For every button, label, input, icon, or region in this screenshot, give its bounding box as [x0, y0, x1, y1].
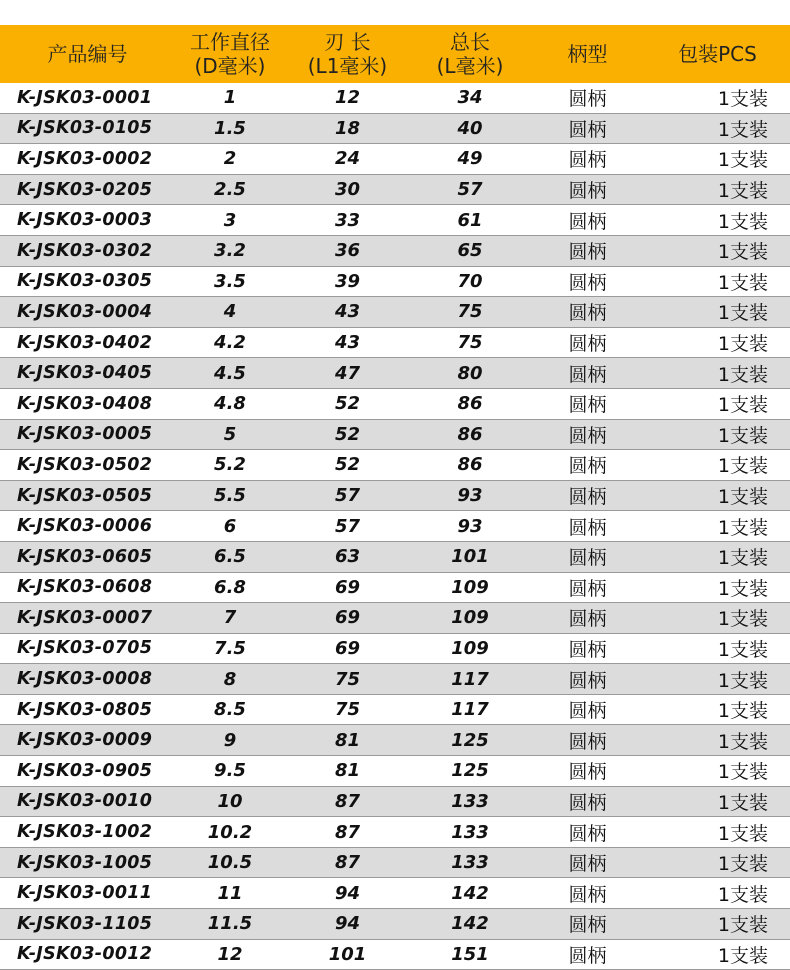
packaging-cell: 1支装	[717, 577, 768, 600]
flute-length-cell: 69	[334, 607, 361, 629]
table-row	[0, 756, 790, 787]
header-shank-type: 柄型	[567, 42, 608, 66]
header-flute-length: 刃 长 (L1毫米)	[307, 30, 388, 78]
packaging-cell: 1支装	[717, 271, 768, 294]
overall-length-cell: 57	[457, 179, 483, 201]
diameter-cell: 4.2	[214, 332, 246, 354]
shank-type-cell: 圆柄	[568, 761, 607, 784]
table-row	[0, 573, 790, 604]
product-code-cell: K-JSK03-0010	[17, 791, 153, 812]
shank-type-cell: 圆柄	[568, 944, 607, 967]
shank-type-cell: 圆柄	[568, 302, 607, 325]
flute-length-cell: 30	[334, 179, 361, 201]
table-row	[0, 328, 790, 359]
shank-type-cell: 圆柄	[568, 822, 607, 845]
diameter-cell: 11	[217, 882, 243, 904]
flute-length-cell: 18	[334, 117, 361, 139]
product-code-cell: K-JSK03-0705	[17, 638, 153, 659]
diameter-cell: 3.2	[214, 240, 246, 262]
product-code-cell: K-JSK03-0006	[17, 516, 153, 537]
diameter-cell: 8	[223, 668, 237, 690]
diameter-cell: 3.5	[214, 270, 246, 292]
shank-type-cell: 圆柄	[568, 271, 607, 294]
shank-type-cell: 圆柄	[568, 577, 607, 600]
shank-type-cell: 圆柄	[568, 883, 607, 906]
flute-length-cell: 87	[334, 852, 361, 874]
product-code-cell: K-JSK03-0408	[17, 393, 153, 414]
product-code-cell: K-JSK03-0505	[17, 485, 153, 506]
flute-length-cell: 43	[334, 301, 361, 323]
shank-type-cell: 圆柄	[568, 516, 607, 539]
product-code-cell: K-JSK03-0305	[17, 271, 153, 292]
product-code-cell: K-JSK03-0502	[17, 454, 153, 475]
packaging-cell: 1支装	[717, 883, 768, 906]
overall-length-cell: 93	[457, 515, 483, 537]
flute-length-cell: 52	[334, 393, 361, 415]
diameter-cell: 5.2	[214, 454, 246, 476]
diameter-cell: 1	[223, 87, 237, 109]
flute-length-cell: 43	[334, 332, 361, 354]
flute-length-cell: 57	[334, 515, 361, 537]
diameter-cell: 4.8	[214, 393, 246, 415]
table-row	[0, 267, 790, 298]
flute-length-cell: 57	[334, 485, 361, 507]
diameter-cell: 11.5	[207, 913, 253, 935]
product-code-cell: K-JSK03-0105	[17, 118, 153, 139]
table-row	[0, 114, 790, 145]
flute-length-cell: 87	[334, 821, 361, 843]
diameter-cell: 6	[223, 515, 237, 537]
product-code-cell: K-JSK03-0007	[17, 607, 153, 628]
overall-length-cell: 61	[457, 209, 483, 231]
header-overall-length: 总长 (L毫米)	[436, 30, 504, 78]
shank-type-cell: 圆柄	[568, 424, 607, 447]
packaging-cell: 1支装	[717, 516, 768, 539]
table-row	[0, 909, 790, 940]
shank-type-cell: 圆柄	[568, 394, 607, 417]
table-row	[0, 664, 790, 695]
table-row	[0, 175, 790, 206]
diameter-cell: 4.5	[214, 362, 246, 384]
flute-length-cell: 87	[334, 790, 361, 812]
shank-type-cell: 圆柄	[568, 88, 607, 111]
product-code-cell: K-JSK03-0008	[17, 669, 153, 690]
overall-length-cell: 86	[457, 393, 483, 415]
overall-length-cell: 65	[457, 240, 483, 262]
packaging-cell: 1支装	[717, 914, 768, 937]
overall-length-cell: 125	[451, 729, 489, 751]
flute-length-cell: 94	[334, 913, 361, 935]
shank-type-cell: 圆柄	[568, 149, 607, 172]
table-row	[0, 236, 790, 267]
shank-type-cell: 圆柄	[568, 333, 607, 356]
overall-length-cell: 75	[457, 332, 483, 354]
spec-table	[0, 25, 790, 970]
table-body	[0, 83, 790, 970]
diameter-cell: 6.8	[214, 576, 246, 598]
diameter-cell: 5	[223, 423, 237, 445]
product-code-cell: K-JSK03-0003	[17, 210, 153, 231]
packaging-cell: 1支装	[717, 547, 768, 570]
table-row	[0, 205, 790, 236]
product-code-cell: K-JSK03-0905	[17, 760, 153, 781]
flute-length-cell: 47	[334, 362, 361, 384]
diameter-cell: 4	[223, 301, 237, 323]
shank-type-cell: 圆柄	[568, 791, 607, 814]
packaging-cell: 1支装	[717, 363, 768, 386]
shank-type-cell: 圆柄	[568, 118, 607, 141]
product-code-cell: K-JSK03-0005	[17, 424, 153, 445]
overall-length-cell: 133	[451, 852, 489, 874]
diameter-cell: 1.5	[214, 117, 246, 139]
product-code-cell: K-JSK03-0205	[17, 179, 153, 200]
overall-length-cell: 86	[457, 454, 483, 476]
packaging-cell: 1支装	[717, 761, 768, 784]
table-row	[0, 481, 790, 512]
overall-length-cell: 142	[451, 882, 489, 904]
shank-type-cell: 圆柄	[568, 547, 607, 570]
diameter-cell: 9.5	[214, 760, 246, 782]
table-row	[0, 603, 790, 634]
packaging-cell: 1支装	[717, 791, 768, 814]
shank-type-cell: 圆柄	[568, 914, 607, 937]
shank-type-cell: 圆柄	[568, 210, 607, 233]
packaging-cell: 1支装	[717, 302, 768, 325]
shank-type-cell: 圆柄	[568, 180, 607, 203]
overall-length-cell: 86	[457, 423, 483, 445]
table-row	[0, 878, 790, 909]
flute-length-cell: 81	[334, 760, 361, 782]
diameter-cell: 2	[223, 148, 237, 170]
diameter-cell: 6.5	[214, 546, 246, 568]
overall-length-cell: 80	[457, 362, 483, 384]
header-product-code: 产品编号	[47, 42, 128, 66]
flute-length-cell: 75	[334, 668, 361, 690]
packaging-cell: 1支装	[717, 333, 768, 356]
shank-type-cell: 圆柄	[568, 608, 607, 631]
table-row	[0, 358, 790, 389]
table-row	[0, 725, 790, 756]
overall-length-cell: 151	[451, 943, 489, 965]
product-code-cell: K-JSK03-0004	[17, 301, 153, 322]
table-row	[0, 787, 790, 818]
product-code-cell: K-JSK03-0001	[17, 87, 153, 108]
product-code-cell: K-JSK03-0011	[17, 883, 153, 904]
flute-length-cell: 101	[328, 943, 367, 965]
diameter-cell: 7	[223, 607, 237, 629]
diameter-cell: 5.5	[214, 485, 246, 507]
packaging-cell: 1支装	[717, 118, 768, 141]
product-code-cell: K-JSK03-1005	[17, 852, 153, 873]
overall-length-cell: 34	[457, 87, 483, 109]
packaging-cell: 1支装	[717, 241, 768, 264]
packaging-cell: 1支装	[717, 88, 768, 111]
packaging-cell: 1支装	[717, 608, 768, 631]
shank-type-cell: 圆柄	[568, 363, 607, 386]
product-code-cell: K-JSK03-0009	[17, 730, 153, 751]
flute-length-cell: 81	[334, 729, 361, 751]
diameter-cell: 9	[223, 729, 237, 751]
flute-length-cell: 52	[334, 423, 361, 445]
overall-length-cell: 142	[451, 913, 489, 935]
table-row	[0, 940, 790, 970]
overall-length-cell: 117	[451, 668, 489, 690]
flute-length-cell: 69	[334, 576, 361, 598]
shank-type-cell: 圆柄	[568, 455, 607, 478]
overall-length-cell: 109	[451, 637, 489, 659]
product-code-cell: K-JSK03-0405	[17, 363, 153, 384]
overall-length-cell: 49	[457, 148, 483, 170]
packaging-cell: 1支装	[717, 424, 768, 447]
flute-length-cell: 12	[334, 87, 361, 109]
flute-length-cell: 52	[334, 454, 361, 476]
table-row	[0, 817, 790, 848]
shank-type-cell: 圆柄	[568, 669, 607, 692]
diameter-cell: 8.5	[214, 699, 246, 721]
shank-type-cell: 圆柄	[568, 700, 607, 723]
table-row	[0, 695, 790, 726]
overall-length-cell: 109	[451, 607, 489, 629]
product-code-cell: K-JSK03-0402	[17, 332, 153, 353]
packaging-cell: 1支装	[717, 730, 768, 753]
overall-length-cell: 75	[457, 301, 483, 323]
shank-type-cell: 圆柄	[568, 730, 607, 753]
overall-length-cell: 133	[451, 821, 489, 843]
diameter-cell: 7.5	[214, 637, 246, 659]
product-code-cell: K-JSK03-0012	[17, 944, 153, 965]
packaging-cell: 1支装	[717, 700, 768, 723]
overall-length-cell: 70	[457, 270, 483, 292]
table-row	[0, 542, 790, 573]
table-row	[0, 297, 790, 328]
table-row	[0, 389, 790, 420]
packaging-cell: 1支装	[717, 853, 768, 876]
flute-length-cell: 69	[334, 637, 361, 659]
shank-type-cell: 圆柄	[568, 241, 607, 264]
packaging-cell: 1支装	[717, 638, 768, 661]
header-packaging: 包装PCS	[678, 42, 757, 66]
overall-length-cell: 93	[457, 485, 483, 507]
flute-length-cell: 63	[334, 546, 361, 568]
product-code-cell: K-JSK03-1002	[17, 822, 153, 843]
shank-type-cell: 圆柄	[568, 853, 607, 876]
diameter-cell: 10.5	[207, 852, 253, 874]
overall-length-cell: 101	[451, 546, 489, 568]
table-row	[0, 511, 790, 542]
overall-length-cell: 40	[457, 117, 483, 139]
table-row	[0, 450, 790, 481]
overall-length-cell: 125	[451, 760, 489, 782]
packaging-cell: 1支装	[717, 455, 768, 478]
header-working-diameter: 工作直径 (D毫米)	[190, 30, 270, 78]
diameter-cell: 2.5	[214, 179, 246, 201]
packaging-cell: 1支装	[717, 149, 768, 172]
packaging-cell: 1支装	[717, 669, 768, 692]
diameter-cell: 10.2	[207, 821, 253, 843]
product-code-cell: K-JSK03-0302	[17, 240, 153, 261]
product-code-cell: K-JSK03-1105	[17, 913, 153, 934]
flute-length-cell: 75	[334, 699, 361, 721]
table-row	[0, 144, 790, 175]
packaging-cell: 1支装	[717, 180, 768, 203]
packaging-cell: 1支装	[717, 210, 768, 233]
diameter-cell: 3	[223, 209, 237, 231]
diameter-cell: 10	[217, 790, 243, 812]
product-code-cell: K-JSK03-0805	[17, 699, 153, 720]
overall-length-cell: 109	[451, 576, 489, 598]
flute-length-cell: 39	[334, 270, 361, 292]
shank-type-cell: 圆柄	[568, 486, 607, 509]
flute-length-cell: 94	[334, 882, 361, 904]
diameter-cell: 12	[217, 943, 243, 965]
packaging-cell: 1支装	[717, 944, 768, 967]
flute-length-cell: 24	[334, 148, 361, 170]
table-row	[0, 420, 790, 451]
table-row	[0, 634, 790, 665]
packaging-cell: 1支装	[717, 394, 768, 417]
table-row	[0, 83, 790, 114]
product-code-cell: K-JSK03-0002	[17, 148, 153, 169]
product-code-cell: K-JSK03-0608	[17, 577, 153, 598]
shank-type-cell: 圆柄	[568, 638, 607, 661]
flute-length-cell: 36	[334, 240, 361, 262]
flute-length-cell: 33	[334, 209, 361, 231]
table-row	[0, 848, 790, 879]
overall-length-cell: 133	[451, 790, 489, 812]
packaging-cell: 1支装	[717, 486, 768, 509]
overall-length-cell: 117	[451, 699, 489, 721]
packaging-cell: 1支装	[717, 822, 768, 845]
table-header-row	[0, 25, 790, 83]
product-code-cell: K-JSK03-0605	[17, 546, 153, 567]
